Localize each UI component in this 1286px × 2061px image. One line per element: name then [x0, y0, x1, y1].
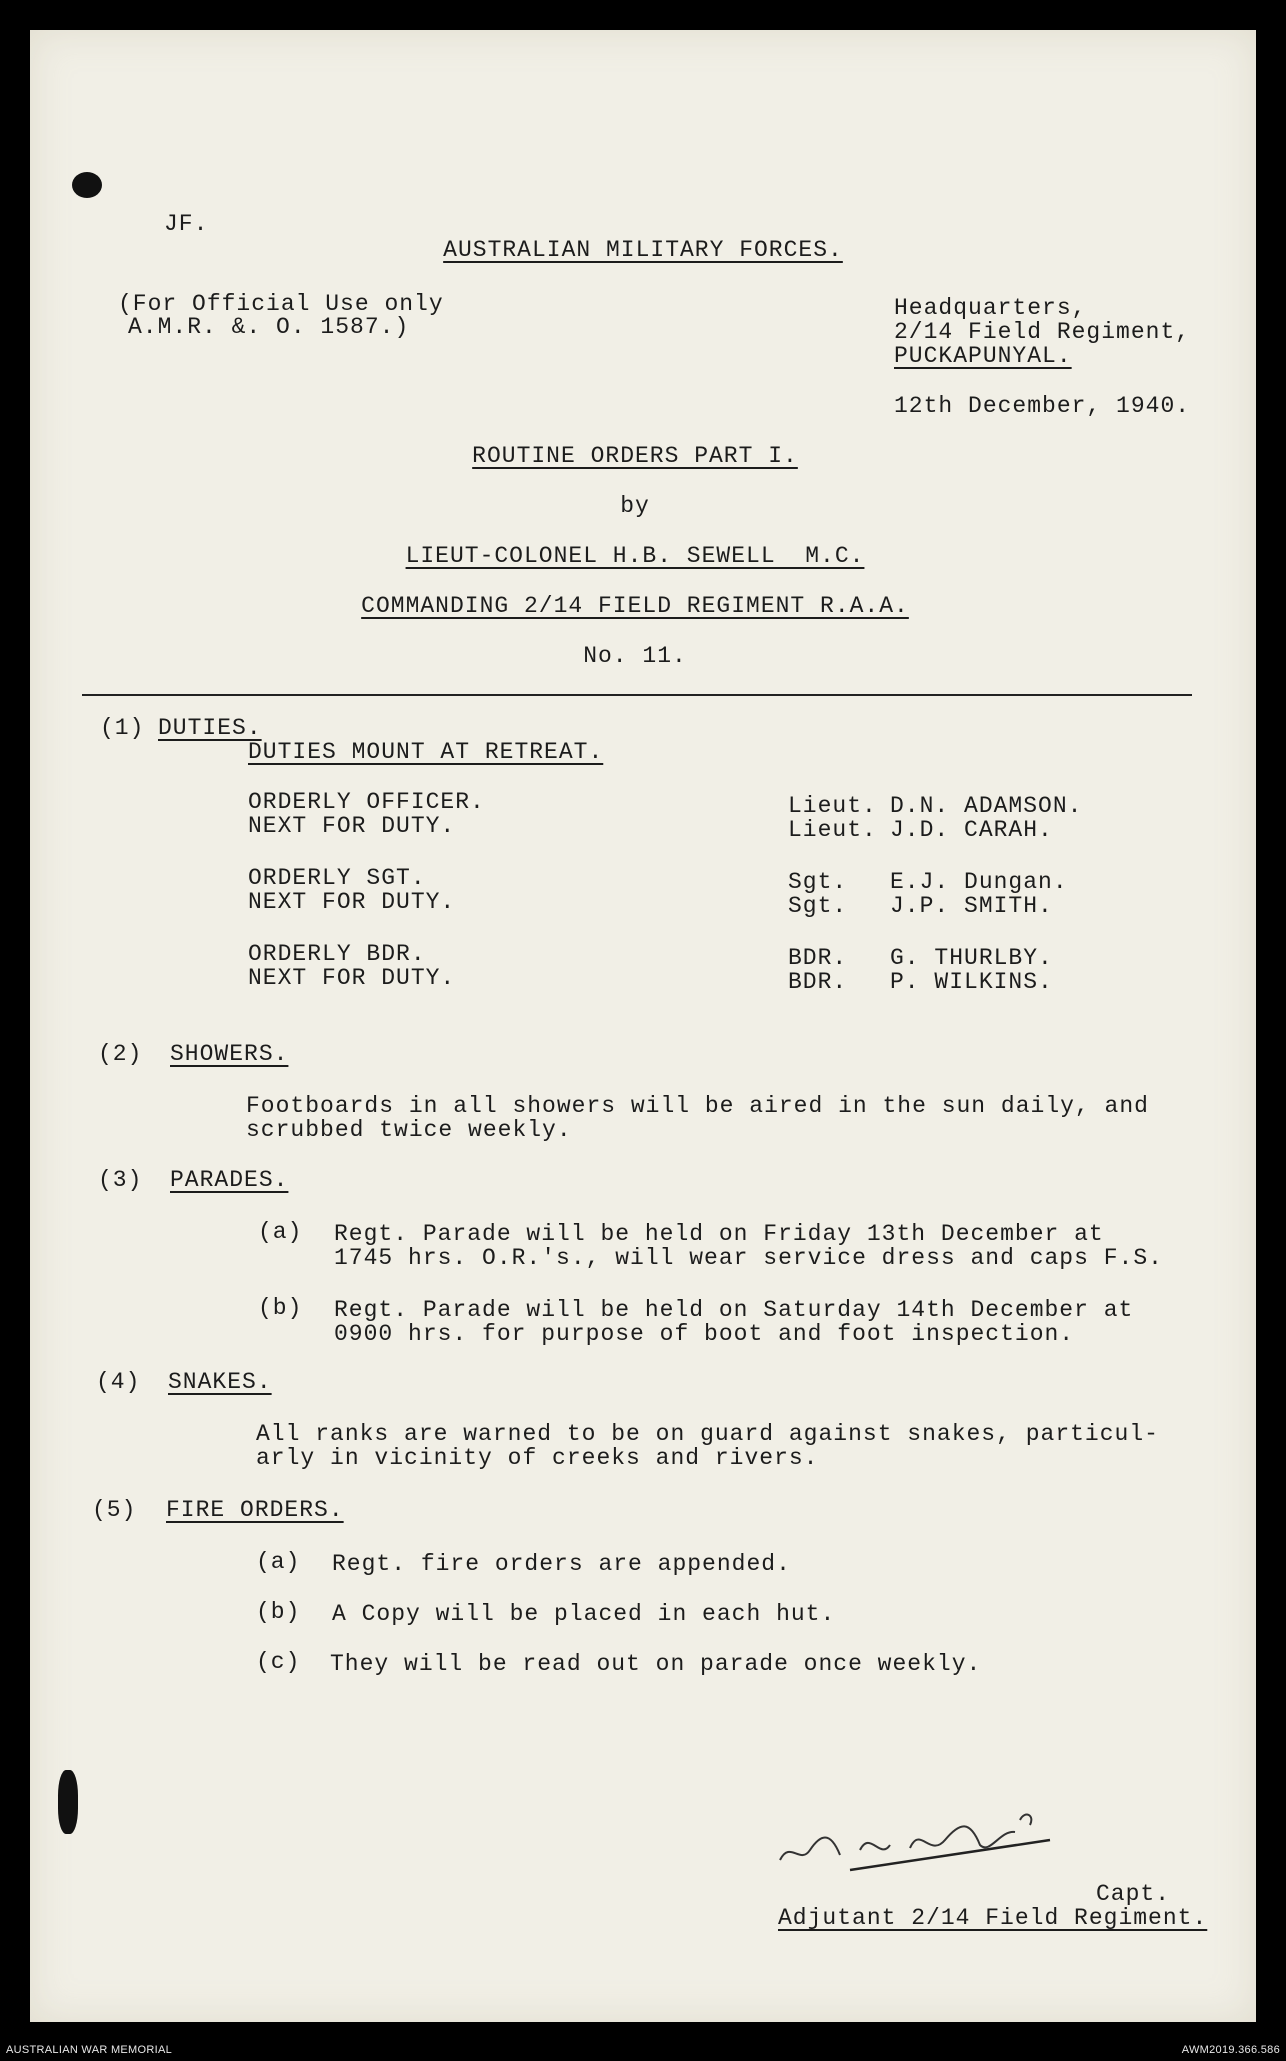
punch-hole-bottom — [58, 1770, 78, 1834]
section5-b-label: (b) — [256, 1599, 301, 1625]
orders-commanding: COMMANDING 2/14 FIELD REGIMENT R.A.A. — [361, 593, 909, 619]
section4-line1: All ranks are warned to be on guard against snakes, particul- — [256, 1421, 1159, 1447]
duty-row-6-duty: NEXT FOR DUTY. — [248, 965, 456, 991]
section5-c-text: They will be read out on parade once weekly. — [330, 1651, 982, 1677]
section3-a-line1: Regt. Parade will be held on Friday 13th December at — [334, 1221, 1104, 1247]
section4-number: (4) — [96, 1369, 141, 1395]
initials: JF. — [164, 211, 209, 237]
duty-row-1-name: D.N. ADAMSON. — [890, 793, 1083, 819]
section3-b-label: (b) — [258, 1295, 303, 1321]
document-date: 12th December, 1940. — [894, 393, 1191, 419]
section2-line2: scrubbed twice weekly. — [246, 1117, 572, 1143]
duty-row-3-name: E.J. Dungan. — [890, 869, 1068, 895]
section3-a-label: (a) — [258, 1219, 303, 1245]
section3-b-line2: 0900 hrs. for purpose of boot and foot inspection. — [334, 1321, 1075, 1347]
duty-row-4-name: J.P. SMITH. — [890, 893, 1053, 919]
duty-row-6-name: P. WILKINS. — [890, 969, 1053, 995]
signature-rank: Capt. — [1096, 1881, 1171, 1907]
footer-right: AWM2019.366.586 — [1181, 2044, 1280, 2056]
duty-row-3-rank: Sgt. — [788, 869, 848, 895]
hq-line1: Headquarters, — [894, 295, 1087, 321]
divider-line — [82, 694, 1192, 696]
section4-heading: SNAKES. — [168, 1369, 272, 1395]
document-page — [30, 30, 1256, 2022]
section3-b-line1: Regt. Parade will be held on Saturday 14th December at — [334, 1297, 1134, 1323]
handwritten-signature — [750, 1770, 1070, 1880]
section3-heading: PARADES. — [170, 1167, 289, 1193]
duty-row-4-rank: Sgt. — [788, 893, 848, 919]
official-use-line2: A.M.R. &. O. 1587.) — [128, 314, 410, 340]
section3-a-line2: 1745 hrs. O.R.'s., will wear service dress and caps F.S. — [334, 1245, 1163, 1271]
hq-line3: PUCKAPUNYAL. — [894, 343, 1072, 369]
section2-line1: Footboards in all showers will be aired in the sun daily, and — [246, 1093, 1149, 1119]
section5-c-label: (c) — [256, 1649, 301, 1675]
duty-row-3-duty: ORDERLY SGT. — [248, 865, 426, 891]
section5-heading: FIRE ORDERS. — [166, 1497, 344, 1523]
section5-a-label: (a) — [256, 1549, 301, 1575]
duty-row-6-rank: BDR. — [788, 969, 848, 995]
duty-row-5-rank: BDR. — [788, 945, 848, 971]
section5-number: (5) — [92, 1497, 137, 1523]
orders-number: No. 11. — [583, 643, 687, 669]
section1-number: (1) — [100, 715, 145, 741]
duty-row-5-duty: ORDERLY BDR. — [248, 941, 426, 967]
orders-title: ROUTINE ORDERS PART I. — [472, 443, 798, 469]
official-use-line1: (For Official Use only — [118, 291, 444, 317]
punch-hole-top — [72, 172, 102, 198]
section5-b-text: A Copy will be placed in each hut. — [332, 1601, 836, 1627]
duty-row-2-duty: NEXT FOR DUTY. — [248, 813, 456, 839]
hq-line2: 2/14 Field Regiment, — [894, 319, 1191, 345]
duty-row-1-duty: ORDERLY OFFICER. — [248, 789, 485, 815]
footer-left: AUSTRALIAN WAR MEMORIAL — [6, 2044, 173, 2056]
document-title: AUSTRALIAN MILITARY FORCES. — [443, 237, 843, 263]
duty-row-2-name: J.D. CARAH. — [890, 817, 1053, 843]
section1-subheading: DUTIES MOUNT AT RETREAT. — [248, 739, 604, 765]
section3-number: (3) — [98, 1167, 143, 1193]
duty-row-4-duty: NEXT FOR DUTY. — [248, 889, 456, 915]
section2-heading: SHOWERS. — [170, 1041, 289, 1067]
duty-row-5-name: G. THURLBY. — [890, 945, 1053, 971]
duty-row-2-rank: Lieut. — [788, 817, 877, 843]
section5-a-text: Regt. fire orders are appended. — [332, 1551, 791, 1577]
section1-heading: DUTIES. — [158, 715, 262, 741]
signature-title: Adjutant 2/14 Field Regiment. — [778, 1905, 1208, 1931]
orders-by: by — [620, 493, 650, 519]
section2-number: (2) — [98, 1041, 143, 1067]
orders-officer: LIEUT-COLONEL H.B. SEWELL M.C. — [405, 543, 865, 569]
duty-row-1-rank: Lieut. — [788, 793, 877, 819]
section4-line2: arly in vicinity of creeks and rivers. — [256, 1445, 819, 1471]
